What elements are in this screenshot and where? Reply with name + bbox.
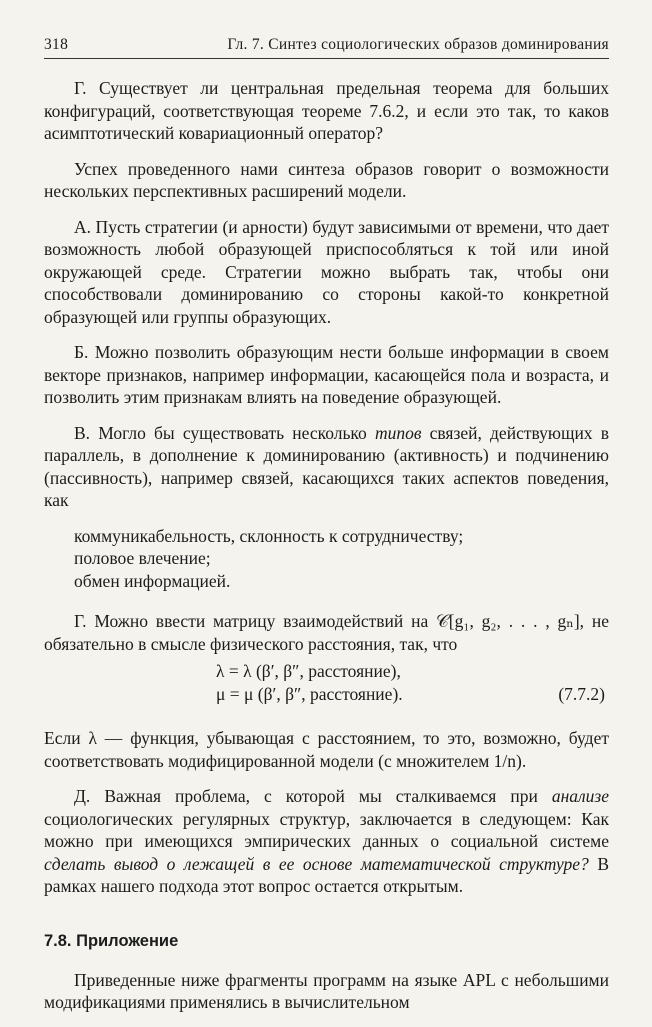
list-item: обмен информацией. [74,570,231,591]
page-number: 318 [44,36,69,53]
paragraph-extension-g: Г. Можно ввести матрицу взаимодействий на 𝒞[g₁, g₂, . . . , gₙ], не обязательно в смысле физического расстояния, так, что [44,611,609,654]
italic-run: типов [374,422,422,443]
header-rule [44,58,609,59]
formula-mu: μ = μ (β′, β″, расстояние). [216,683,403,704]
paragraph-extension-v [44,422,609,512]
paragraph-extension-b: Б. Можно позволить образующим нести больше информации в своем векторе признаков, например информации, касающейся пола и возраста, и позволить этим признакам влиять на поведение образующей. [44,342,609,407]
section-heading: 7.8. Приложение [44,931,179,950]
formula-line [44,683,609,706]
paragraph-extension-a: А. Пусть стратегии (и арности) будут зависимыми от времени, что дает возможность любой образующей приспособляться к той или иной окружающей среде. Стратегии можно выбрать так, чтобы они способствовали доминированию со стороны какой-то конкретной образующей или группы образующих. [44,216,609,327]
paragraph-appendix: Приведенные ниже фрагменты программ на языке APL с небольшими модификациями применялись в вычислительном [44,969,609,1012]
list-item: половое влечение; [74,548,211,568]
text-run: социологических регулярных структур, заключается в следующем: Как можно при имеющихся эмпирических данных о социальной системе [44,808,609,851]
equation-number: (7.7.2) [558,683,605,704]
italic-run: анализе [551,786,609,806]
book-page [44,36,609,1027]
list-item: коммуникабельность, склонность к сотрудничеству; [74,525,464,546]
formula-lambda: λ = λ (β′, β″, расстояние), [216,661,401,681]
formula-line [44,660,609,683]
paragraph-question-g: Г. Существует ли центральная предельная теорема для больших конфигураций, соответствующая теореме 7.6.2, и если это так, то каков асимптотический ковариационный оператор? [44,78,609,143]
running-header [44,36,609,58]
italic-run: сделать вывод о лежащей в ее основе математической структуре? [44,853,589,874]
running-title: Гл. 7. Синтез социологических образов доминирования [227,36,609,53]
paragraph-lambda-note: Если λ — функция, убывающая с расстоянием, то это, возможно, будет соответствовать модифицированной модели (с множителем 1/n). [44,728,609,771]
equation-7-7-2 [44,660,609,705]
paragraph-problem-d [44,785,609,898]
text-run: Д. Важная проблема, с которой мы сталкиваемся при [74,786,552,806]
text-run: В. Могло бы существовать несколько [74,422,375,443]
text-run: связей, действующих в параллель, в дополнение к доминированию (активность) и подчинению (пассивность), например связей, касающихся таких аспектов поведения, как [44,422,609,510]
behavior-aspects-list [74,525,609,593]
text-run: В рамках нашего подхода этот вопрос остается открытым. [44,853,609,896]
paragraph-extensions-intro: Успех проведенного нами синтеза образов говорит о возможности нескольких перспективных расширений модели. [44,158,609,201]
